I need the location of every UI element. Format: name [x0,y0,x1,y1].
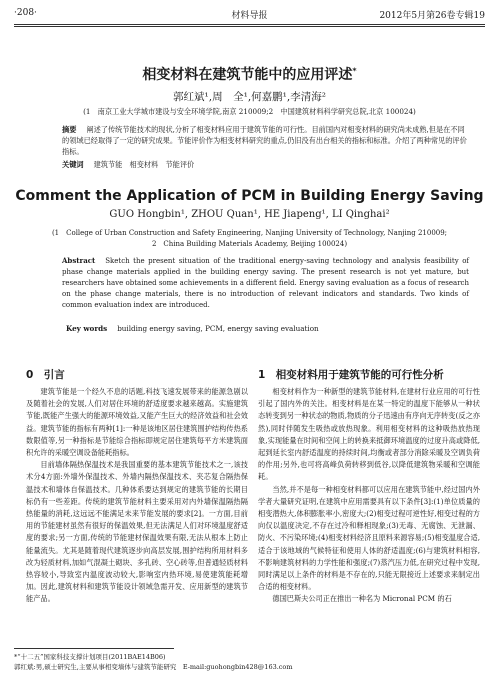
header-rule [14,24,485,25]
header-rule-thin [14,26,485,27]
abstract-en-text: Sketch the present situation of the traditional energy-saving technology and analysis feasibility of phase change materials applied in the building energy saving. The present research is not yet mature, but researchers have obtained some achievements in a different field. Energy saving evaluation as a focus of research on the phase change materials, there is no introduction of relevant indicators and standards. Two kinds of common evaluation index are introduced. [62,257,469,309]
footnote-rule [14,648,174,649]
paragraph: 相变材料作为一种新型的建筑节能材料,在建材行业应用的可行性引起了国内外的关注。相变材料是在某一特定的温度下能够从一种状态转变到另一种状态的物质,物质的分子迅速由有序向无序转变(反之亦然),同时伴随发生吸热或放热现象。利用相变材料的这种吸热放热现象,实现能量在时间和空间上的转换来抵御环境温度的过度升高或降低,起到延长室内舒适温度的持续时间,均衡或者部分消除采暖及空调负荷的作用;另外,也可将高峰负荷转移到低谷,以降低建筑物采暖和空调能耗。 [258,387,480,482]
footnotes [14,652,314,672]
paragraph: 建筑节能是一个经久不息的话题,科技飞速发展带来的能源急剧以及随着社会的发展,人们对居住环境的舒适度要求越来越高。实施建筑节能,既能产生强大的能源环境效益,又能产生巨大的经济效益和社会效益。建筑节能的指标有两种[1]:一种是该地区居住建筑围护结构传热系数限值等,另一种指标是节能综合指标即规定居住建筑每平方米建筑面积允许的采暖空调设备能耗指标。 [26,387,248,458]
affiliation-en [40,228,459,250]
keywords-en [66,324,469,333]
running-header [14,8,485,22]
title-cn: 相变材料在建筑节能中的应用评述* [142,66,357,83]
section-1-heading: 1 相变材料用于建筑节能的可行性分析 [258,369,444,381]
journal-name: 材料导报 [231,11,268,21]
affiliation-en-1: (1 College of Urban Construction and Safety Engineering, Nanjing University of Technology, Nanjing 210009; [51,229,448,237]
keywords-en-text: building energy saving, PCM, energy saving evaluation [117,324,319,333]
section-0-body [26,386,248,606]
page-number: ·208· [14,8,37,18]
footnote-funding: *“十二五”国家科技支撑计划项目(2011BAE14B06) [14,653,166,661]
abstract-cn-label: 摘要 [62,125,77,134]
paragraph: 目前墙体隔热保温技术是我国重要的基本建筑节能技术之一,该技术分4方面:外墙外保温技术、外墙内隔热保温技术、夹芯复合隔热保温技术和墙体自保温技术。几种体系要达到规定的建筑节能的长期目标仍有一些差距。传统的建筑节能材料主要采用对内外墙保温隔热隔热能量的消耗,这远远不能满足未来节能发展的要求[2]。一方面,目前用的节能建材虽然有很好的保温效果,但无法满足人们对环境温度舒适度的要求;另一方面,传统的节能建材保温效果有限,无法从根本上防止能量流失。尤其是随着现代建筑逐步向高层发展,围护结构所用材料多改为轻质材料,加如气混凝土砌块、多孔砖、空心砖等,但普通轻质材料热容较小,导致室内温度波动较大,影响室内热环境,易使建筑能耗增加。因此,建筑材料和建筑节能设计领域急需开发、应用新型的建筑节能产品。 [26,460,248,604]
paragraph: 当然,并不是每一种相变材料都可以应用在建筑节能中,经过国内外学者大量研究证明,在建筑中应用需要具有以下条件[3]:(1)单位质量的相变潜热大,体积膨胀率小,密度大;(2)相变过程可逆性好,相变过程的方向仅以温度决定,不存在过冷和释相现象;(3)无毒、无腐蚀、无泄漏、防火、不污染环境;(4)相变材料经济且原料来源容易;(5)相变温度合适,适合于该地域的气候特征和使用人体的舒适温度;(6)与建筑材料相容,不影响建筑材料的力学性能和强度;(7)蒸汽压力低,在研究过程中发现,同时满足以上条件的材料是不存在的,只能无限接近上述要求来制定出合适的相变材料。 [258,484,480,592]
section-1-body [258,386,480,606]
footnote-author: 郭红斌:男,硕士研究生,主要从事相变墙体与建筑节能研究 E-mail:guohongbin428@163.com [14,663,293,671]
title-en: Comment the Application of PCM in Building Energy Saving [15,188,484,204]
abstract-en-label: Abstract [62,256,96,265]
affiliation-en-2: 2 China Building Materials Academy, Beijing 100024) [151,240,348,248]
authors-cn: 郭红斌¹,周 全¹,何嘉鹏¹,李清海² [173,91,326,103]
abstract-cn [62,124,469,157]
title-cn-mark: * [352,66,357,76]
keywords-cn-label: 关键词 [62,160,84,169]
abstract-cn-text: 阐述了传统节能技术的现状,分析了相变材料应用于建筑节能的可行性。目前国内对相变材料的研究尚未成熟,但是在不同的领域已经取得了一定的研究成果。节能评价作为相变材料研究的重点,仍旧没有出台相关的指标和标准。介绍了两种常见的评价指标。 [62,125,467,156]
section-0-heading: 0 引言 [26,369,65,381]
abstract-en [62,255,469,311]
affiliation-cn: (1 南京工业大学城市建设与安全环境学院,南京 210009;2 中国建筑材料科学研究总院,北京 100024) [83,107,416,116]
paragraph: 德国巴斯夫公司正在推出一种名为 Micronal PCM 的石 [272,594,452,604]
keywords-cn [62,159,469,170]
issue-info: 2012年5月第26卷专辑19 [379,11,485,21]
keywords-en-label: Key words [66,324,108,333]
authors-en: GUO Hongbin¹, ZHOU Quan¹, HE Jiapeng¹, LI Qinghai² [109,209,390,220]
keywords-cn-text: 建筑节能 相变材料 节能评价 [93,160,195,169]
